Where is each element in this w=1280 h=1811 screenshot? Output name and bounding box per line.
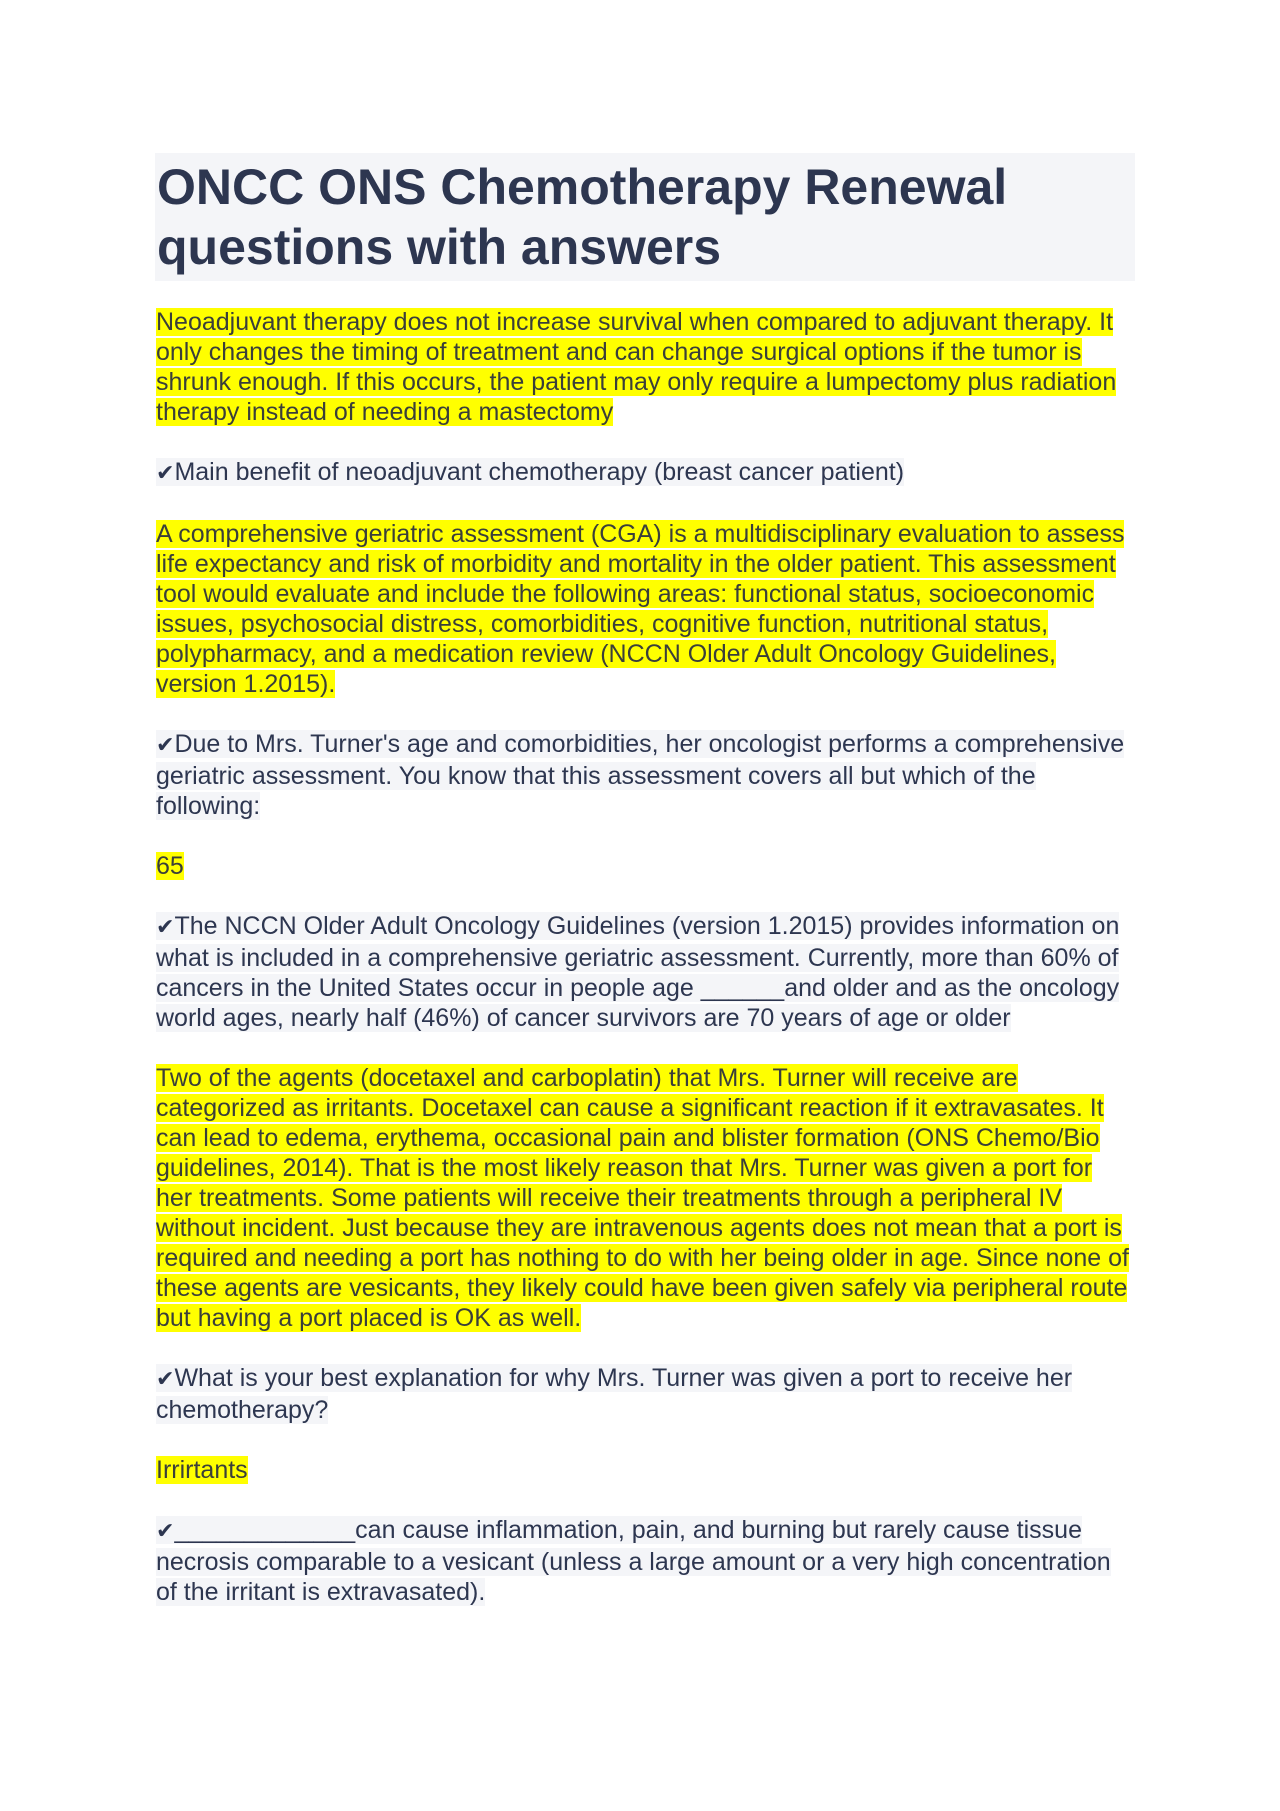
check-mark-icon: ✔ <box>156 733 175 758</box>
document-page <box>155 153 1135 1637</box>
check-mark-icon: ✔ <box>156 1519 175 1544</box>
question-text: Due to Mrs. Turner's age and comorbidities, her oncologist performs a comprehensive geriatric assessment. You know that this assessment covers all but which of the following: <box>156 730 1125 820</box>
title-box <box>155 153 1135 281</box>
document-title: ONCC ONS Chemotherapy Renewal questions with answers <box>157 159 1008 275</box>
question-block <box>155 729 1135 821</box>
answer-block <box>155 1063 1135 1333</box>
answer-block <box>155 519 1135 699</box>
answer-text: A comprehensive geriatric assessment (CGA) is a multidisciplinary evaluation to assess life expectancy and risk of morbidity and mortality in the older patient. This assessment tool would evaluate and include the following areas: functional status, socioeconomic issues, psychosocial distress, comorbidities, cognitive function, nutritional status, polypharmacy, and a medication review (NCCN Older Adult Oncology Guidelines, version 1.2015). <box>156 520 1125 698</box>
question-text: The NCCN Older Adult Oncology Guidelines (version 1.2015) provides information on what is included in a comprehensive geriatric assessment. Currently, more than 60% of cancers in the United States occur in people age ______and older and as the oncology world ages, nearly half (46%) of cancer survivors are 70 years of age or older <box>156 912 1120 1032</box>
question-text: Main benefit of neoadjuvant chemotherapy (breast cancer patient) <box>174 458 905 486</box>
question-block <box>155 1515 1135 1607</box>
answer-block <box>155 307 1135 427</box>
question-block <box>155 911 1135 1033</box>
answer-block <box>155 851 1135 881</box>
answer-text: 65 <box>156 852 184 880</box>
question-block <box>155 457 1135 489</box>
check-mark-icon: ✔ <box>156 915 175 940</box>
check-mark-icon: ✔ <box>156 461 175 486</box>
answer-text: Neoadjuvant therapy does not increase survival when compared to adjuvant therapy. It only changes the timing of treatment and can change surgical options if the tumor is shrunk enough. If this occurs, the patient may only require a lumpectomy plus radiation therapy instead of needing a mastectomy <box>156 308 1117 426</box>
answer-text: Two of the agents (docetaxel and carboplatin) that Mrs. Turner will receive are categorized as irritants. Docetaxel can cause a significant reaction if it extravasates. It can lead to edema, erythema, occasional pain and blister formation (ONS Chemo/Bio guidelines, 2014). That is the most likely reason that Mrs. Turner was given a port for her treatments. Some patients will receive their treatments through a peripheral IV without incident. Just because they are intravenous agents does not mean that a port is required and needing a port has nothing to do with her being older in age. Since none of these agents are vesicants, they likely could have been given safely via peripheral route but having a port placed is OK as well. <box>156 1064 1129 1332</box>
answer-text: Irrirtants <box>156 1456 248 1484</box>
question-text: _____________can cause inflammation, pain, and burning but rarely cause tissue necrosis comparable to a vesicant (unless a large amount or a very high concentration of the irritant is extravasated). <box>156 1516 1111 1606</box>
question-block <box>155 1363 1135 1425</box>
answer-block <box>155 1455 1135 1485</box>
check-mark-icon: ✔ <box>156 1367 175 1392</box>
question-text: What is your best explanation for why Mrs. Turner was given a port to receive her chemotherapy? <box>156 1364 1073 1424</box>
